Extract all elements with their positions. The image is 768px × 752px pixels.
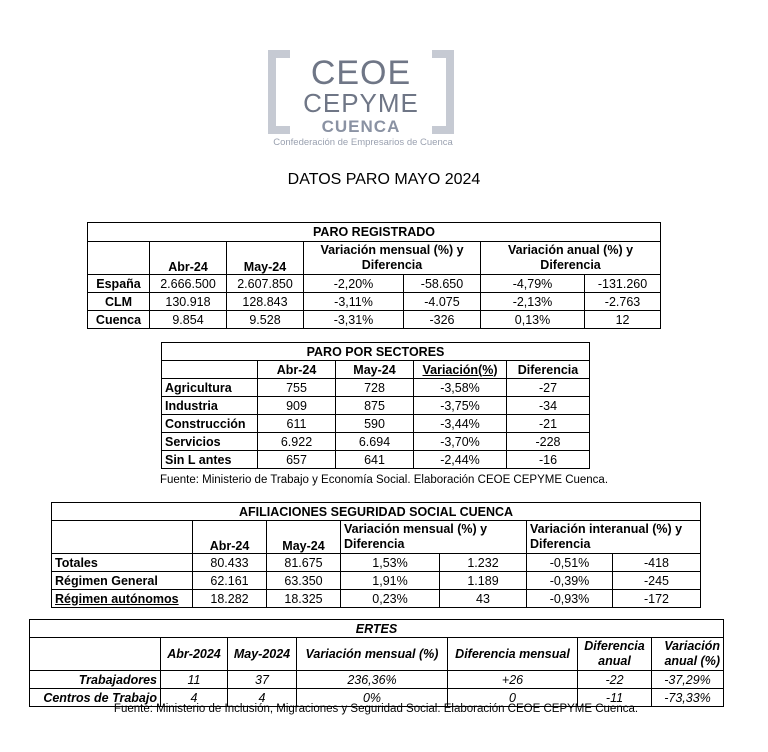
row-label: Servicios: [162, 433, 258, 451]
cell: 9.528: [227, 311, 304, 329]
ertes-table: [29, 619, 724, 707]
cell: 590: [336, 415, 414, 433]
afiliaciones-table: [51, 502, 701, 608]
column-header: Variación mensual (%): [297, 638, 448, 671]
cell: -0,39%: [527, 572, 613, 590]
column-header: Variación anual (%) y Diferencia: [481, 242, 661, 275]
cell: -172: [613, 590, 701, 608]
cell: 18.325: [267, 590, 341, 608]
cell: 4: [228, 689, 297, 707]
cell: 728: [336, 379, 414, 397]
cell: 43: [440, 590, 527, 608]
column-header: Diferencia: [507, 361, 590, 379]
cell: 1.189: [440, 572, 527, 590]
paro-registrado-table: [87, 222, 661, 329]
column-header: Diferencia anual: [578, 638, 652, 671]
cell: +26: [448, 671, 578, 689]
cell: 4: [161, 689, 228, 707]
ceoe-cepyme-logo: [268, 50, 458, 148]
cell: 875: [336, 397, 414, 415]
table-row: [52, 554, 701, 572]
column-header: Variación mensual (%) y Diferencia: [341, 521, 527, 554]
cell: 18.282: [193, 590, 267, 608]
cell: -3,44%: [414, 415, 507, 433]
cell: 2.607.850: [227, 275, 304, 293]
table-title: ERTES: [30, 620, 724, 638]
cell: -34: [507, 397, 590, 415]
source-note-inclusion: Fuente: Ministerio de Inclusión, Migraciones y Seguridad Social. Elaboración CEOE CEPYME Cuenca.: [113, 703, 639, 715]
cell: -3,70%: [414, 433, 507, 451]
cell: -2,44%: [414, 451, 507, 469]
cell: -326: [404, 311, 481, 329]
cell: 1,91%: [341, 572, 440, 590]
cell: -2,13%: [481, 293, 585, 311]
row-label: Agricultura: [162, 379, 258, 397]
cell: 0%: [297, 689, 448, 707]
cell: 0,13%: [481, 311, 585, 329]
row-label: Centros de Trabajo: [30, 689, 161, 707]
cell: -22: [578, 671, 652, 689]
cell: -21: [507, 415, 590, 433]
row-label: Construcción: [162, 415, 258, 433]
cell: 755: [258, 379, 336, 397]
table-title: PARO REGISTRADO: [88, 223, 661, 242]
column-header: May-24: [227, 242, 304, 275]
cell: 657: [258, 451, 336, 469]
table-title: AFILIACIONES SEGURIDAD SOCIAL CUENCA: [52, 503, 701, 521]
logo-line1: CEOE: [310, 54, 412, 92]
column-header: Diferencia mensual: [448, 638, 578, 671]
table-row: [162, 397, 590, 415]
source-note-trabajo: Fuente: Ministerio de Trabajo y Economía Social. Elaboración CEOE CEPYME Cuenca.: [159, 474, 609, 486]
table-row: [162, 451, 590, 469]
column-header: May-2024: [228, 638, 297, 671]
cell: 9.854: [150, 311, 227, 329]
table-title: PARO POR SECTORES: [162, 343, 590, 361]
cell: 6.922: [258, 433, 336, 451]
cell: -27: [507, 379, 590, 397]
cell: 611: [258, 415, 336, 433]
column-header: Abr-24: [193, 521, 267, 554]
column-header: Variación(%): [414, 361, 507, 379]
row-label: España: [88, 275, 150, 293]
row-label: Sin L antes: [162, 451, 258, 469]
logo-tagline: Confederación de Empresarios de Cuenca: [273, 137, 453, 148]
cell: 1,53%: [341, 554, 440, 572]
cell: -16: [507, 451, 590, 469]
row-label: Trabajadores: [30, 671, 161, 689]
cell: 63.350: [267, 572, 341, 590]
cell: -418: [613, 554, 701, 572]
cell: -2.763: [585, 293, 661, 311]
table-row: [52, 590, 701, 608]
cell: 641: [336, 451, 414, 469]
column-header: Variación interanual (%) y Diferencia: [527, 521, 701, 554]
table-row: [88, 275, 661, 293]
page-title: DATOS PARO MAYO 2024: [287, 171, 481, 188]
cell: -0,51%: [527, 554, 613, 572]
cell: 81.675: [267, 554, 341, 572]
row-label: Totales: [52, 554, 193, 572]
table-row: [162, 415, 590, 433]
row-label: Industria: [162, 397, 258, 415]
logo-line2: CEPYME: [303, 88, 419, 118]
cell: 62.161: [193, 572, 267, 590]
cell: 80.433: [193, 554, 267, 572]
row-label: Cuenca: [88, 311, 150, 329]
table-row: [52, 572, 701, 590]
cell: -3,31%: [304, 311, 404, 329]
row-label: Régimen autónomos: [52, 590, 193, 608]
column-header: Abr-2024: [161, 638, 228, 671]
cell: -3,11%: [304, 293, 404, 311]
cell: -58.650: [404, 275, 481, 293]
cell: -4.075: [404, 293, 481, 311]
cell: -37,29%: [652, 671, 724, 689]
table-row: [88, 311, 661, 329]
column-header: Variación mensual (%) y Diferencia: [304, 242, 481, 275]
column-header: Abr-24: [150, 242, 227, 275]
cell: 236,36%: [297, 671, 448, 689]
table-row: [162, 379, 590, 397]
cell: 128.843: [227, 293, 304, 311]
cell: -3,58%: [414, 379, 507, 397]
cell: -73,33%: [652, 689, 724, 707]
cell: -131.260: [585, 275, 661, 293]
column-header: Abr-24: [258, 361, 336, 379]
logo-line3: CUENCA: [321, 117, 401, 136]
row-label: CLM: [88, 293, 150, 311]
cell: 0: [448, 689, 578, 707]
cell: 2.666.500: [150, 275, 227, 293]
table-row: [88, 293, 661, 311]
cell: 6.694: [336, 433, 414, 451]
cell: -11: [578, 689, 652, 707]
column-header: Variación anual (%): [652, 638, 724, 671]
cell: 1.232: [440, 554, 527, 572]
cell: -245: [613, 572, 701, 590]
paro-sectores-table: [161, 342, 590, 469]
table-row: [162, 433, 590, 451]
cell: 0,23%: [341, 590, 440, 608]
column-header: May-24: [336, 361, 414, 379]
cell: 37: [228, 671, 297, 689]
cell: 130.918: [150, 293, 227, 311]
cell: -4,79%: [481, 275, 585, 293]
cell: -2,20%: [304, 275, 404, 293]
cell: -3,75%: [414, 397, 507, 415]
cell: 909: [258, 397, 336, 415]
table-row: [30, 671, 724, 689]
cell: -0,93%: [527, 590, 613, 608]
cell: 12: [585, 311, 661, 329]
cell: 11: [161, 671, 228, 689]
row-label: Régimen General: [52, 572, 193, 590]
column-header: May-24: [267, 521, 341, 554]
cell: -228: [507, 433, 590, 451]
